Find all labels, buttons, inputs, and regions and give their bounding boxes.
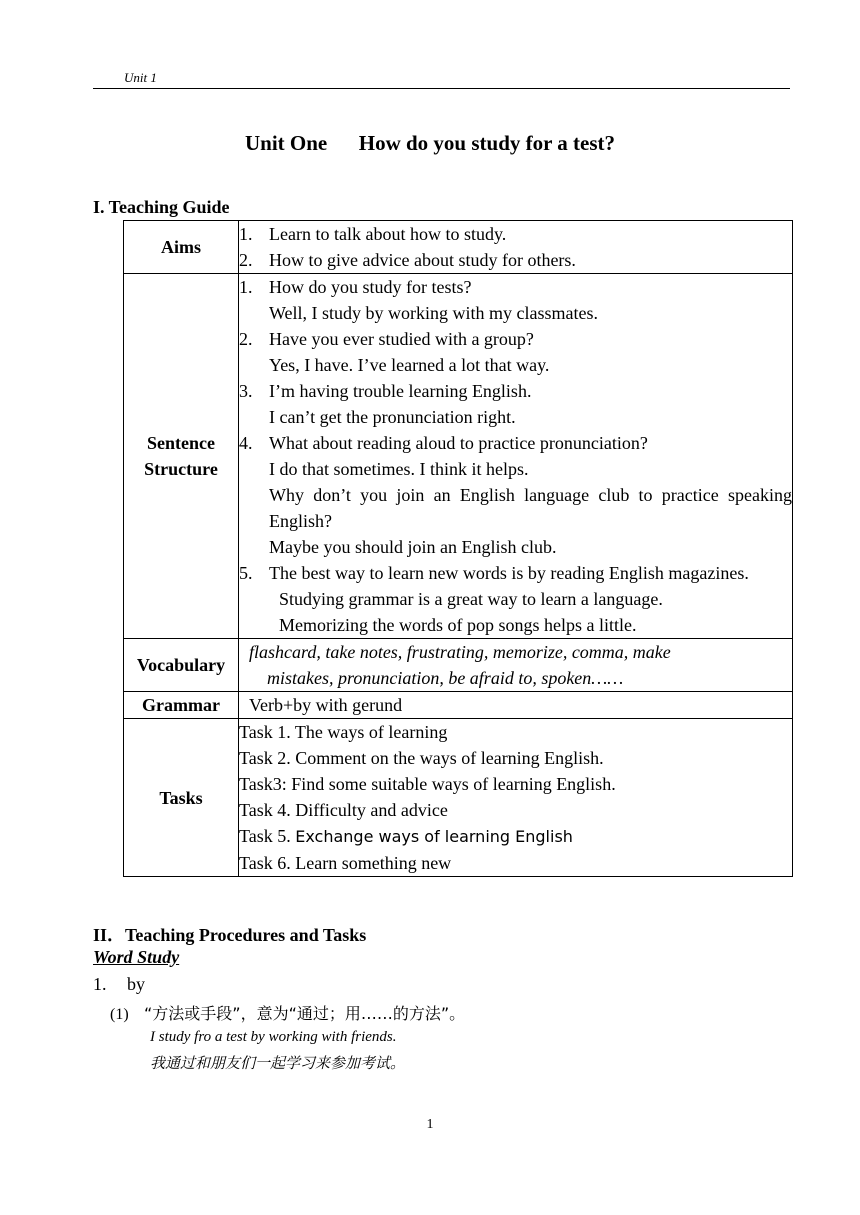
task-item: Task 2. Comment on the ways of learning English. xyxy=(239,748,604,768)
content-aims xyxy=(239,221,793,274)
answer-line: I can’t get the pronunciation right. xyxy=(269,407,516,427)
list-item: 1. Learn to talk about how to study. xyxy=(239,224,507,244)
answer-line: Yes, I have. I’ve learned a lot that way. xyxy=(269,355,550,375)
label-aims: Aims xyxy=(124,221,239,274)
row-aims xyxy=(124,221,793,274)
vocabulary-line: mistakes, pronunciation, be afraid to, spoken…… xyxy=(267,668,624,688)
running-header: Unit 1 xyxy=(124,70,157,85)
example-english: I study fro a test by working with friends. xyxy=(150,1029,397,1045)
content-grammar: Verb+by with gerund xyxy=(239,692,793,719)
header-divider xyxy=(93,88,790,89)
content-sentence-structure xyxy=(239,274,793,639)
word-study-item: 1. by xyxy=(93,974,145,994)
example-chinese: 我通过和朋友们一起学习来参加考试。 xyxy=(150,1054,406,1072)
answer-line: Why don’t you join an English language club to practice speaking English? xyxy=(269,485,792,531)
task-item: Task 4. Difficulty and advice xyxy=(239,800,448,820)
answer-line: Well, I study by working with my classmates. xyxy=(269,303,599,323)
task-item: Task 1. The ways of learning xyxy=(239,722,448,742)
label-vocabulary: Vocabulary xyxy=(124,639,239,692)
row-tasks xyxy=(124,719,793,877)
list-item: 5. The best way to learn new words is by reading English magazines. xyxy=(239,563,749,583)
list-item: 1. How do you study for tests? xyxy=(239,277,472,297)
vocabulary-line: flashcard, take notes, frustrating, memorize, comma, make xyxy=(249,642,671,662)
list-item: 3. I’m having trouble learning English. xyxy=(239,381,532,401)
list-item: 2. Have you ever studied with a group? xyxy=(239,329,534,349)
answer-line: I do that sometimes. I think it helps. xyxy=(269,459,529,479)
label-tasks: Tasks xyxy=(124,719,239,877)
section-heading-procedures: II．Teaching Procedures and Tasks xyxy=(93,925,367,945)
label-grammar: Grammar xyxy=(124,692,239,719)
task-item: Task 5. Exchange ways of learning English xyxy=(239,826,573,846)
row-sentence-structure xyxy=(124,274,793,639)
page-title xyxy=(0,131,860,156)
content-tasks xyxy=(239,719,793,877)
task-item: Task 6. Learn something new xyxy=(239,853,452,873)
label-sentence-structure: Sentence Structure xyxy=(124,274,239,639)
row-grammar xyxy=(124,692,793,719)
answer-line: Maybe you should join an English club. xyxy=(269,537,557,557)
task-item: Task3: Find some suitable ways of learning English. xyxy=(239,774,616,794)
title-unit: Unit One xyxy=(244,131,328,155)
word-study-subitem: (1) “方法或手段”，意为“通过；用……的方法”。 xyxy=(110,1004,466,1023)
answer-line: Studying grammar is a great way to learn a language. xyxy=(279,589,663,609)
teaching-guide-table xyxy=(123,220,793,877)
title-question: How do you study for a test? xyxy=(358,131,616,155)
answer-line: Memorizing the words of pop songs helps a little. xyxy=(279,615,637,635)
content-vocabulary xyxy=(239,639,793,692)
list-item: 4. What about reading aloud to practice pronunciation? xyxy=(239,433,648,453)
page-number: 1 xyxy=(426,1117,434,1132)
row-vocabulary xyxy=(124,639,793,692)
word-study-heading: Word Study xyxy=(93,947,180,967)
list-item: 2. How to give advice about study for others. xyxy=(239,250,576,270)
section-heading-teaching-guide: I. Teaching Guide xyxy=(93,197,230,217)
